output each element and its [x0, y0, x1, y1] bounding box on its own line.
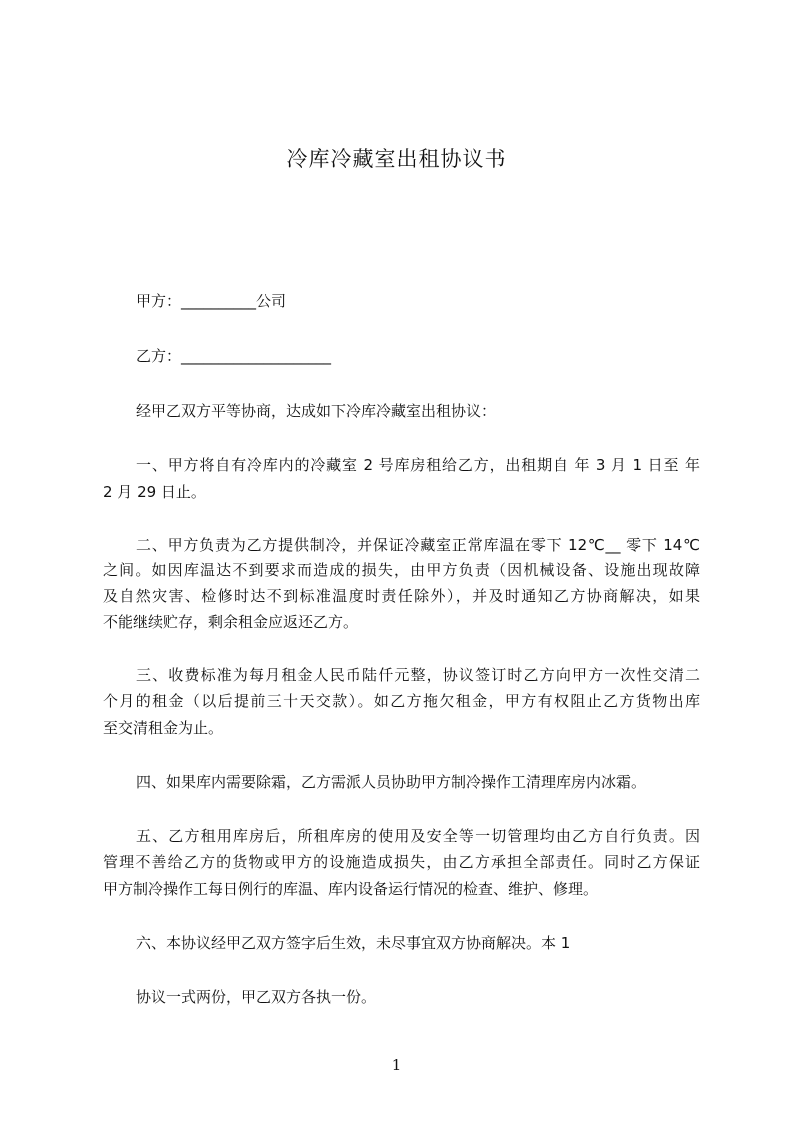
- clause-2-line: 二、甲方负责为乙方提供制冷，并保证冷藏室正常库温在零下 12℃__ 零下 14℃: [136, 536, 700, 554]
- clause-3-line: 三、收费标准为每月租金人民币陆仟元整，协议签订时乙方向甲方一次性交清二: [136, 666, 700, 684]
- clause-1-line: 2 月 29 日止。: [103, 483, 206, 501]
- clause-5-line: 甲方制冷操作工每日例行的库温、库内设备运行情况的检查、维护、修理。: [103, 880, 599, 898]
- clause-2-line: 之间。如因库温达不到要求而造成的损失，由甲方负责（因机械设备、设施出现故障: [103, 561, 700, 579]
- clause-6: 六、本协议经甲乙双方签字后生效，未尽事宜双方协商解决。本 1: [136, 934, 571, 952]
- clause-3-line: 至交清租金为止。: [103, 719, 224, 737]
- clause-5-line: 管理不善给乙方的货物或甲方的设施造成损失，由乙方承担全部责任。同时乙方保证: [103, 853, 700, 871]
- clause-5-line: 五、乙方租用库房后，所租库房的使用及安全等一切管理均由乙方自行负责。因: [136, 827, 700, 845]
- clause-3-line: 个月的租金（以后提前三十天交款）。如乙方拖欠租金，甲方有权阻止乙方货物出库: [103, 692, 700, 710]
- intro-paragraph: 经甲乙双方平等协商，达成如下冷库冷藏室出租协议：: [136, 402, 497, 420]
- page-number: 1: [391, 1056, 402, 1074]
- document-title: 冷库冷藏室出租协议书: [286, 147, 507, 171]
- clause-4: 四、如果库内需要除霜，乙方需派人员协助甲方制冷操作工清理库房内冰霜。: [136, 773, 647, 791]
- clause-7: 协议一式两份，甲乙双方各执一份。: [136, 988, 377, 1006]
- clause-1-line: 一、甲方将自有冷库内的冷藏室 2 号库房租给乙方，出租期自 年 3 月 1 日至 年: [136, 456, 700, 474]
- clause-2-line: 及自然灾害、检修时达不到标准温度时责任除外），并及时通知乙方协商解决，如果: [103, 587, 700, 605]
- clause-2-line: 不能继续贮存，剩余租金应返还乙方。: [103, 613, 359, 631]
- party-a-line: 甲方：__________公司: [136, 292, 287, 310]
- party-b-line: 乙方：____________________: [136, 347, 332, 365]
